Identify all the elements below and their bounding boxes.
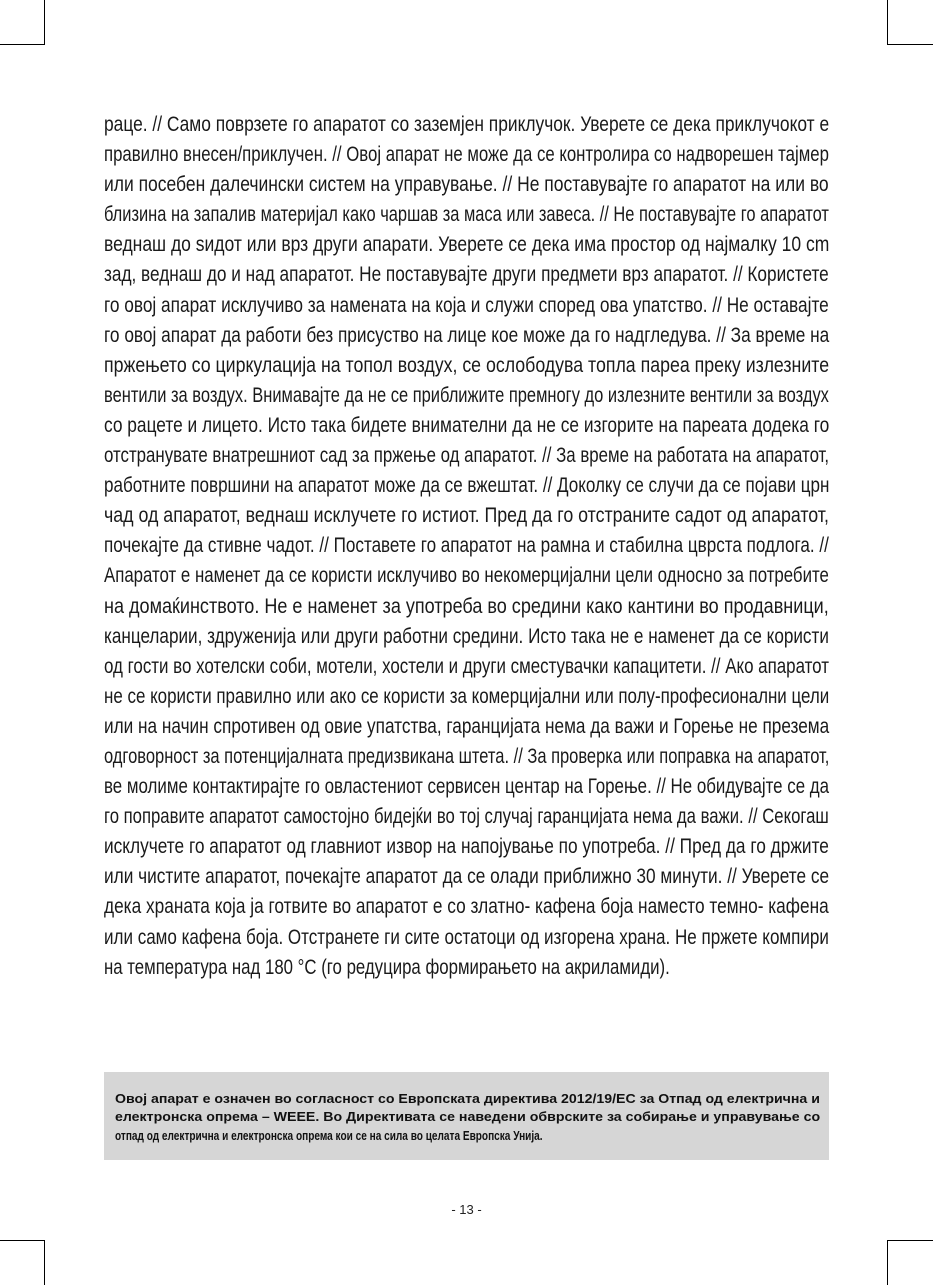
body-line: на домаќинството. Не е наменет за употреба во средини како кантини во продавници, [104, 594, 829, 618]
body-line: Апаратот е наменет да се користи исклучиво во некомерцијални цели односно за потребите [104, 564, 829, 588]
body-line: ве молиме контактирајте го овластениот сервисен центар на Горење. // Не обидувајте се да [104, 775, 830, 799]
weee-notice-box [104, 1072, 829, 1160]
body-line: раце. // Само поврзете го апаратот со заземјен приклучок. Уверете се дека приклучокот е [104, 113, 830, 136]
safety-instructions-text [104, 110, 829, 983]
crop-mark [888, 1240, 933, 1241]
body-line: дека храната која ја готвите во апаратот е со златно- кафена боја наместо темно- кафена [104, 895, 829, 919]
weee-notice-line: Овој апарат е означен во согласност со Европската директива 2012/19/EC за Отпад од електрична и [115, 1092, 820, 1106]
crop-mark [887, 0, 888, 45]
weee-notice-line: отпад од електрична и електронска опрема кои се на сила во целата Европска Унија. [115, 1128, 543, 1143]
body-line: зад, веднаш до и над апаратот. Не поставувајте други предмети врз апаратот. // Користете [104, 263, 829, 287]
body-line: или на начин спротивен од овие упатства, гаранцијата нема да важи и Горење не презема [104, 714, 830, 738]
crop-mark [0, 44, 45, 45]
page-number: - 13 - [451, 1202, 482, 1217]
weee-notice-text [115, 1090, 820, 1145]
body-line: со рацете и лицето. Исто така бидете внимателни да не се изгорите на пареата додека го [104, 413, 830, 437]
body-line: почекајте да стивне чадот. // Поставете го апаратот на рамна и стабилна цврста подлога. // [104, 534, 829, 558]
body-line: или само кафена боја. Отстранете ги сите остатоци од изгорена храна. Не пржете компири [104, 925, 829, 949]
body-line: одговорност за потенцијалната предизвикана штета. // За проверка или поправка на апаратот, [104, 744, 830, 768]
body-line: правилно внесен/приклучен. // Овој апарат не може да се контролира со надворешен тајмер [104, 143, 829, 167]
body-line: или посебен далечински систем на управување. // Не поставувајте го апаратот на или во [104, 173, 829, 197]
body-line: од гости во хотелски соби, мотели, хостели и други сместувачки капацитети. // Ако апаратот [104, 654, 829, 678]
body-line: го овој апарат исклучиво за намената на која и служи според ова упатство. // Не оставајте [104, 293, 829, 317]
body-line: или чистите апаратот, почекајте апаратот да се олади приближно 30 минути. // Уверете се [104, 865, 830, 889]
body-line: не се користи правилно или ако се користи за комерцијални или полу-професионални цели [104, 684, 830, 708]
body-line: работните површини на апаратот може да се вжештат. // Доколку се случи да се појави црн [104, 474, 830, 498]
body-line: отстранувате внатрешниот сад за пржење од апаратот. // За време на работата на апаратот, [104, 444, 830, 468]
body-line: исклучете го апаратот од главниот извор на напојување по употреба. // Пред да го држите [104, 835, 829, 859]
body-line: на температура над 180 °С (го редуцира формирањето на акриламиди). [104, 955, 670, 979]
body-line: близина на запалив материјал како чаршав за маса или завеса. // Не поставувајте го апаратот [104, 203, 829, 227]
weee-notice-line: електронска опрема – WEEE. Во Директивата се наведени обврските за собирање и управување со [115, 1110, 821, 1125]
crop-mark [44, 0, 45, 45]
crop-mark [44, 1240, 45, 1285]
body-line: вентили за воздух. Внимавајте да не се приближите премногу до излезните вентили за воздух [104, 383, 829, 407]
body-line: го овој апарат да работи без присуство на лице кое може да го надгледува. // За време на [104, 323, 830, 347]
body-line: пржењето со циркулација на топол воздух, се ослободува топла пареа преку излезните [104, 353, 830, 377]
crop-mark [0, 1240, 45, 1241]
crop-mark [887, 1240, 888, 1285]
body-line: веднаш до ѕидот или врз други апарати. Уверете се дека има простор од најмалку 10 cm [104, 233, 830, 257]
body-line: го поправите апаратот самостојно бидејќи во тој случај гаранцијата нема да важи. // Секогаш [104, 805, 829, 829]
body-line: чад од апаратот, веднаш исклучете го истиот. Пред да го отстраните садот од апаратот, [104, 504, 829, 528]
body-line: канцеларии, здруженија или други работни средини. Исто така не е наменет да се користи [104, 624, 829, 648]
crop-mark [888, 44, 933, 45]
